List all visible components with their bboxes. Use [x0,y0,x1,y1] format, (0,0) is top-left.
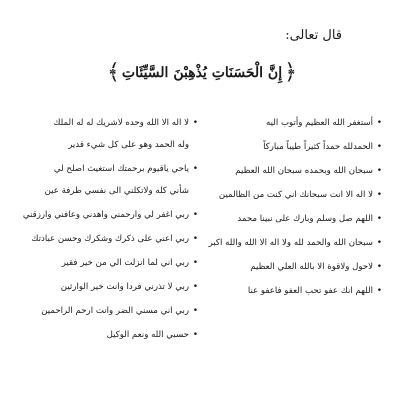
list-item [22,164,198,186]
ornamental-bracket-close: ﴾ [107,60,120,85]
item-text: شأني كله ولاتكلني الى نفسي طرفة عين [44,186,189,196]
verse-banner [102,56,302,90]
bullet-icon: • [376,214,382,224]
bullet-icon: • [376,118,382,128]
intro-text: قال تعالى: [285,28,342,43]
item-text: ربي اغفر لي وارحمني واهدني وعافني وارزقني [22,210,189,220]
bullet-icon: • [376,262,382,272]
ornamental-bracket-open: ﴿ [284,60,297,85]
item-text: لاحول ولاقوة الا بالله العلي العظيم [250,262,373,272]
bullet-icon: • [192,164,198,174]
item-text: لا اله الا انت سبحانك اني كنت من الظالمين [218,190,373,200]
item-text: الحمدلله حمداً كثيراً طيباً مباركاً [263,142,373,152]
item-text: لا اله الا الله وحده لاشريك له له الملك [53,118,189,128]
list-item [206,238,382,262]
list-item [206,214,382,238]
list-item [22,258,198,282]
list-item [22,210,198,234]
bullet-icon: • [192,258,198,268]
item-text: اللهم صل وسلم وبارك على نبينا محمد [237,214,373,224]
list-item [22,234,198,258]
list-item-continuation [22,186,198,210]
list-item [206,118,382,142]
list-item [22,306,198,330]
list-item [206,262,382,286]
right-column-list [206,118,382,310]
item-text: أستغفر الله العظيم وأتوب اليه [266,118,373,128]
item-text: وله الحمد وهو على كل شيء قدير [68,140,189,150]
left-column-list [22,118,198,354]
bullet-icon: • [192,330,198,340]
bullet-icon: • [376,238,382,248]
list-item [22,330,198,354]
item-text: ياحي ياقيوم برحمتك استغيث اصلح لي [53,164,189,174]
list-item [206,142,382,166]
item-text: سبحان الله والحمد لله ولا اله الا الله والله اكبر [208,238,373,248]
list-item-continuation [22,140,198,164]
item-text: اللهم انك عفو تحب العفو فاعفو عنا [247,286,373,296]
item-text: ربي اني لما انزلت الي من خير فقير [61,258,189,268]
bullet-icon: • [192,118,198,128]
item-text: ربي اني مسني الضر وانت ارحم الراحمين [41,306,189,316]
bullet-icon: • [192,210,198,220]
bullet-icon: • [376,166,382,176]
bullet-icon: • [376,142,382,152]
bullet-icon: • [376,286,382,296]
verse-text: إِنَّ الْحَسَنَاتِ يُذْهِبْنَ السَّيِّئَاتِ [121,65,283,81]
bullet-icon: • [376,190,382,200]
bullet-icon: • [192,282,198,292]
bullet-icon: • [192,234,198,244]
bullet-icon: • [192,306,198,316]
list-item [206,286,382,310]
item-text: حسبي الله ونعم الوكيل [106,330,189,340]
item-text: ربي اعني على ذكرك وشكرك وحسن عبادتك [31,234,189,244]
item-text: سبحان الله وبحمده سبحان الله العظيم [235,166,373,176]
list-item [22,282,198,306]
item-text: ربي لا تذرني فردا وانت خير الوارثين [60,282,189,292]
list-item [206,190,382,214]
list-item [22,118,198,140]
list-item [206,166,382,190]
